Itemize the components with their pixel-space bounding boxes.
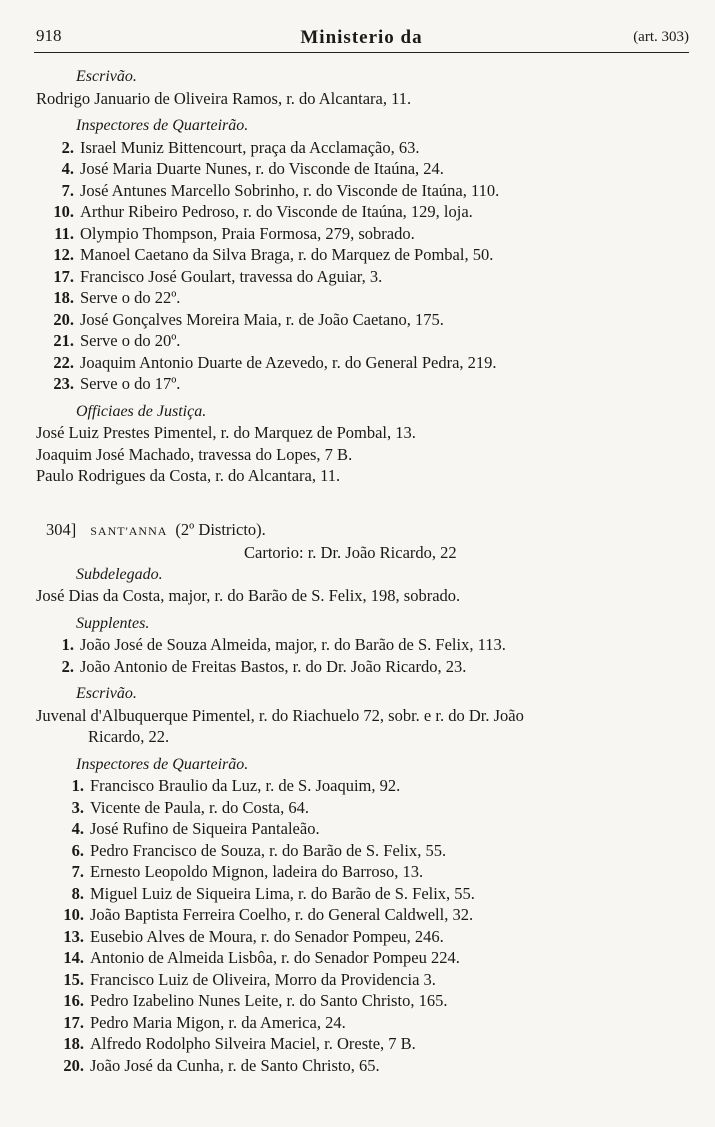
item-number: 10. (63, 905, 84, 924)
header-rule (34, 52, 689, 53)
item-text: Pedro Izabelino Nunes Leite, r. do Santo Christo, 165. (90, 991, 448, 1010)
item-number: 1. (71, 776, 84, 795)
subdelegado-entry: José Dias da Costa, major, r. do Barão de S. Felix, 198, sobrado. (36, 586, 461, 605)
item-number: 17. (53, 266, 74, 286)
item-text: Serve o do 22º. (80, 288, 181, 307)
list-item (34, 969, 687, 991)
page-body (34, 66, 687, 1076)
item-text: Francisco Luiz de Oliveira, Morro da Providencia 3. (90, 969, 436, 989)
item-number: 17. (63, 1012, 84, 1032)
list-item (34, 373, 687, 395)
list-item (34, 883, 687, 905)
item-text: João José da Cunha, r. de Santo Christo, 65. (90, 1055, 380, 1075)
list-item (34, 352, 687, 374)
item-text: Francisco Braulio da Luz, r. de S. Joaquim, 92. (90, 776, 401, 795)
item-text: João Antonio de Freitas Bastos, r. do Dr. João Ricardo, 23. (80, 656, 467, 676)
item-number: 20. (63, 1055, 84, 1075)
section-district: (2º Districto). (175, 519, 266, 539)
inspectores-list (34, 137, 687, 395)
item-number: 4. (71, 819, 84, 838)
item-text: João José de Souza Almeida, major, r. do Barão de S. Felix, 113. (80, 635, 506, 654)
item-number: 14. (63, 948, 84, 967)
supplentes-list (34, 634, 687, 677)
list-item (34, 775, 687, 797)
item-number: 8. (71, 883, 84, 903)
cartorio-line: Cartorio: r. Dr. João Ricardo, 22 (244, 543, 457, 562)
supplentes-caption: Supplentes. (76, 614, 150, 632)
item-number: 20. (53, 309, 74, 329)
escrivao-entry-continuation: Ricardo, 22. (88, 727, 170, 746)
item-text: Ernesto Leopoldo Mignon, ladeira do Barroso, 13. (90, 862, 424, 881)
list-item (34, 861, 687, 883)
item-number: 2. (61, 137, 74, 157)
escrivao-entry: Juvenal d'Albuquerque Pimentel, r. do Riachuelo 72, sobr. e r. do Dr. João (36, 705, 524, 725)
list-item (34, 244, 687, 266)
list-item (34, 818, 687, 840)
item-text: Israel Muniz Bittencourt, praça da Acclamação, 63. (80, 137, 420, 157)
list-item (34, 309, 687, 331)
page-header (34, 24, 689, 54)
inspectores-list (34, 775, 687, 1076)
item-number: 21. (53, 331, 74, 350)
subdelegado-caption: Subdelegado. (76, 565, 163, 583)
list-item (34, 926, 687, 948)
item-text: João Baptista Ferreira Coelho, r. do General Caldwell, 32. (90, 905, 474, 924)
item-text: José Gonçalves Moreira Maia, r. de João Caetano, 175. (80, 309, 444, 329)
item-text: Pedro Maria Migon, r. da America, 24. (90, 1012, 346, 1032)
item-number: 18. (53, 288, 74, 307)
list-item (34, 1033, 687, 1055)
item-number: 6. (71, 840, 84, 860)
page-number: 918 (36, 26, 62, 45)
item-number: 10. (53, 202, 74, 221)
item-text: Serve o do 20º. (80, 331, 181, 350)
inspectores-caption: Inspectores de Quarteirão. (76, 117, 249, 134)
item-text: Antonio de Almeida Lisbôa, r. do Senador Pompeu 224. (90, 948, 460, 967)
item-number: 15. (63, 969, 84, 989)
item-number: 2. (61, 656, 74, 676)
item-number: 13. (63, 926, 84, 946)
item-number: 11. (54, 223, 74, 243)
item-text: Vicente de Paula, r. do Costa, 64. (90, 797, 309, 817)
escrivao-caption: Escrivão. (76, 685, 137, 702)
list-item (34, 266, 687, 288)
list-item (34, 904, 687, 926)
list-item (34, 330, 687, 352)
list-item (34, 287, 687, 309)
inspectores-caption: Inspectores de Quarteirão. (76, 755, 249, 773)
list-item (34, 656, 687, 678)
item-number: 23. (53, 374, 74, 393)
article-reference: (art. 303) (633, 29, 689, 45)
list-item (34, 947, 687, 969)
item-number: 1. (61, 635, 74, 654)
item-number: 22. (53, 352, 74, 372)
list-item (34, 201, 687, 223)
item-number: 7. (71, 862, 84, 881)
item-text: José Maria Duarte Nunes, r. do Visconde de Itaúna, 24. (80, 159, 444, 178)
item-number: 3. (71, 797, 84, 817)
list-item (34, 180, 687, 202)
section-heading (34, 519, 687, 543)
list-item (34, 797, 687, 819)
item-text: Miguel Luiz de Siqueira Lima, r. do Barão de S. Felix, 55. (90, 883, 475, 903)
list-item (34, 223, 687, 245)
escrivao-entry: Rodrigo Januario de Oliveira Ramos, r. do Alcantara, 11. (36, 88, 412, 108)
item-text: Olympio Thompson, Praia Formosa, 279, sobrado. (80, 223, 415, 243)
item-text: Pedro Francisco de Souza, r. do Barão de S. Felix, 55. (90, 840, 447, 860)
item-text: Alfredo Rodolpho Silveira Maciel, r. Oreste, 7 B. (90, 1034, 416, 1053)
list-item (34, 1055, 687, 1077)
escrivao-caption: Escrivão. (76, 68, 137, 85)
section-number: 304] (46, 519, 77, 539)
officiaes-entry: Paulo Rodrigues da Costa, r. do Alcantara, 11. (36, 466, 341, 485)
running-title: Ministerio da (300, 27, 423, 48)
list-item (34, 840, 687, 862)
officiaes-caption: Officiaes de Justiça. (76, 402, 207, 420)
item-text: José Antunes Marcello Sobrinho, r. do Visconde de Itaúna, 110. (80, 180, 500, 200)
item-number: 18. (63, 1034, 84, 1053)
item-text: Manoel Caetano da Silva Braga, r. do Marquez de Pombal, 50. (80, 245, 494, 264)
officiaes-entry: Joaquim José Machado, travessa do Lopes, 7 B. (36, 444, 353, 464)
item-text: Francisco José Goulart, travessa do Aguiar, 3. (80, 266, 383, 286)
list-item (34, 990, 687, 1012)
section-name: SANT'ANNA (90, 523, 168, 538)
item-text: Arthur Ribeiro Pedroso, r. do Visconde de Itaúna, 129, loja. (80, 202, 473, 221)
item-text: Joaquim Antonio Duarte de Azevedo, r. do General Pedra, 219. (80, 352, 497, 372)
item-number: 7. (61, 180, 74, 200)
item-number: 16. (63, 991, 84, 1010)
item-number: 12. (53, 245, 74, 264)
officiaes-entry: José Luiz Prestes Pimentel, r. do Marquez de Pombal, 13. (36, 423, 416, 442)
list-item (34, 137, 687, 159)
item-text: Eusebio Alves de Moura, r. do Senador Pompeu, 246. (90, 926, 444, 946)
list-item (34, 634, 687, 656)
list-item (34, 158, 687, 180)
item-text: Serve o do 17º. (80, 374, 181, 393)
item-number: 4. (61, 159, 74, 178)
item-text: José Rufino de Siqueira Pantaleão. (90, 819, 320, 838)
list-item (34, 1012, 687, 1034)
